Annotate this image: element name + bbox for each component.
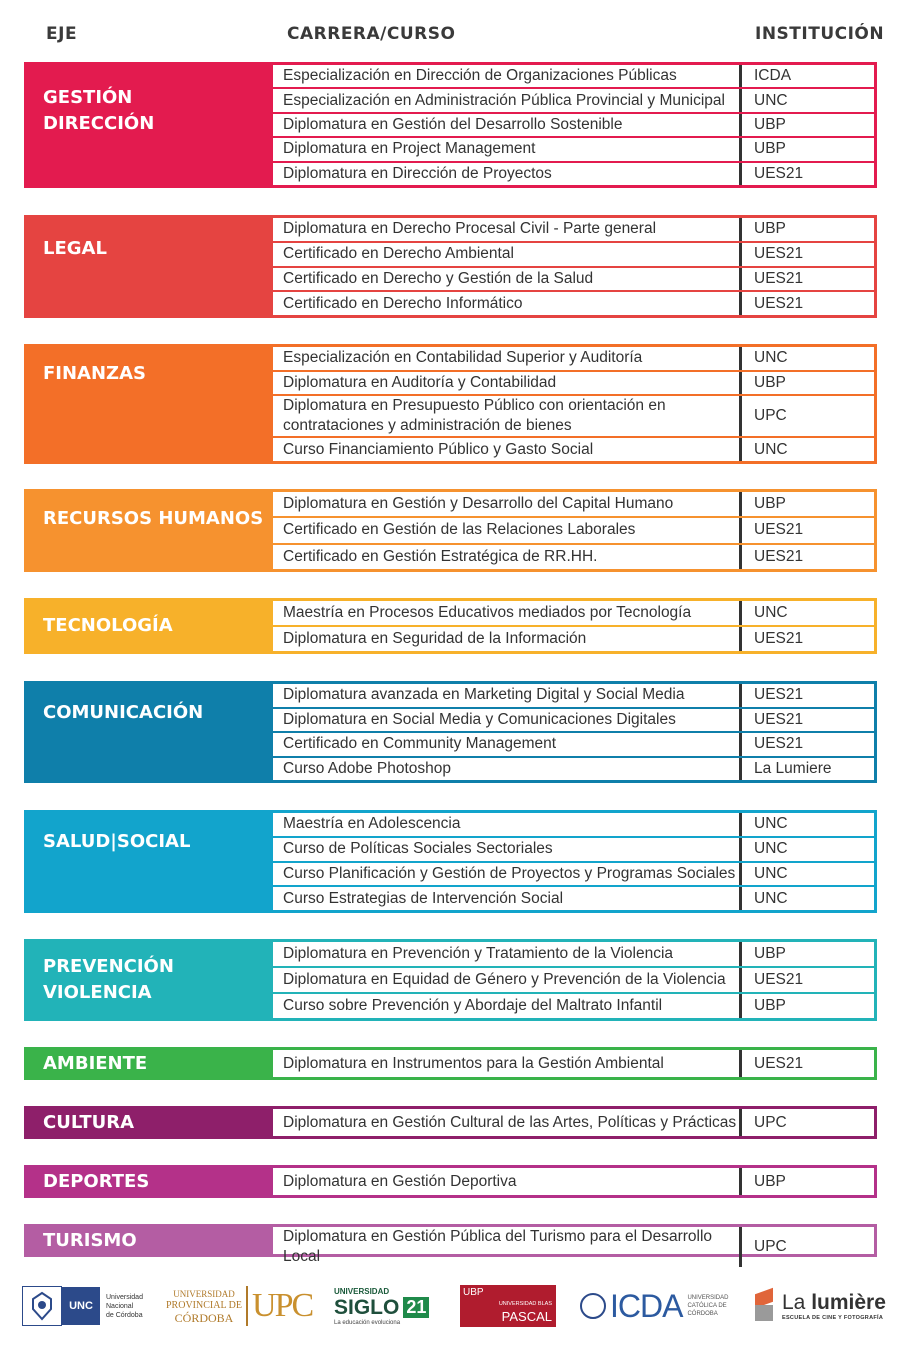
institution-cell	[742, 518, 874, 542]
siglo-name: SIGLO	[334, 1295, 400, 1319]
course-name: Diplomatura en Presupuesto Público con orientación en contrataciones y administración de bienes	[283, 397, 666, 435]
icda-line2: CATÓLICA DE	[687, 1303, 727, 1309]
course-cell	[273, 163, 742, 185]
course-cell	[273, 492, 742, 516]
institution-cell	[742, 138, 874, 160]
course-name: Curso Adobe Photoshop	[283, 759, 452, 777]
course-row	[273, 89, 874, 113]
institution-cell	[742, 347, 874, 370]
course-name: Especialización en Contabilidad Superior y Auditoría	[283, 349, 643, 367]
course-row	[273, 114, 874, 138]
upc-logo	[166, 1282, 312, 1330]
course-name: Curso sobre Prevención y Abordaje del Maltrato Infantil	[283, 997, 663, 1014]
course-row	[273, 813, 874, 838]
eje-block	[24, 1047, 877, 1080]
lumiere-name-b: lumière	[811, 1291, 886, 1314]
course-cell	[273, 709, 742, 732]
institution-cell	[742, 545, 874, 569]
course-name: Diplomatura en Gestión y Desarrollo del Capital Humano	[283, 495, 674, 513]
ubp-line2: PASCAL	[501, 1309, 552, 1324]
course-cell	[273, 268, 742, 291]
institution-name: UNC	[754, 889, 788, 907]
course-name: Diplomatura en Project Management	[283, 140, 536, 158]
course-cell	[273, 968, 742, 992]
institution-cell	[742, 887, 874, 910]
institution-cell	[742, 114, 874, 136]
course-row	[273, 1109, 874, 1136]
course-name: Diplomatura en Gestión Cultural de las Artes, Políticas y Prácticas	[283, 1113, 737, 1131]
course-name: Certificado en Derecho Ambiental	[283, 245, 514, 263]
institution-cell	[742, 813, 874, 836]
eje-block	[24, 810, 877, 913]
eje-label	[27, 1227, 273, 1254]
course-name: Curso Planificación y Gestión de Proyectos y Programas Sociales	[283, 864, 736, 882]
institution-name: UES21	[754, 164, 804, 182]
institution-name: UNC	[754, 91, 788, 109]
course-row	[273, 863, 874, 888]
institution-name: UBP	[754, 495, 786, 513]
eje-label	[27, 684, 273, 780]
institution-cell	[742, 1168, 874, 1195]
course-row	[273, 601, 874, 627]
institution-name: UNC	[754, 815, 788, 833]
course-list	[273, 347, 874, 461]
institution-cell	[742, 1227, 874, 1267]
eje-label	[27, 942, 273, 1018]
course-cell	[273, 292, 742, 315]
icda-abbr: ICDA	[610, 1287, 683, 1324]
course-name: Diplomatura en Dirección de Proyectos	[283, 164, 552, 182]
course-list	[273, 1050, 874, 1077]
institution-name: ICDA	[754, 67, 792, 85]
course-name: Certificado en Gestión Estratégica de RR.HH.	[283, 547, 598, 565]
institution-cell	[742, 492, 874, 516]
course-name: Certificado en Gestión de las Relaciones Laborales	[283, 521, 636, 539]
course-name: Especialización en Dirección de Organizaciones Públicas	[283, 67, 677, 85]
course-row	[273, 292, 874, 315]
course-name: Diplomatura en Instrumentos para la Gestión Ambiental	[283, 1054, 664, 1072]
lumiere-name-a: La	[782, 1291, 812, 1314]
course-row	[273, 709, 874, 734]
course-name: Diplomatura en Derecho Procesal Civil - Parte general	[283, 220, 657, 238]
institution-cell	[742, 942, 874, 966]
upc-mark: UPC	[252, 1287, 313, 1324]
course-row	[273, 518, 874, 544]
course-name: Curso Estrategias de Intervención Social	[283, 889, 564, 907]
eje-label	[27, 1168, 273, 1195]
institution-name: UES21	[754, 971, 804, 988]
institution-name: UNC	[754, 864, 788, 882]
institution-name: UES21	[754, 521, 804, 539]
course-cell	[273, 627, 742, 651]
institution-name: UPC	[754, 407, 787, 425]
header-eje: EJE	[46, 24, 78, 44]
lumiere-cube-icon	[752, 1289, 778, 1323]
course-row	[273, 268, 874, 293]
course-list	[273, 492, 874, 569]
course-row	[273, 758, 874, 781]
course-cell	[273, 372, 742, 395]
course-name: Maestría en Procesos Educativos mediados por Tecnología	[283, 604, 692, 621]
eje-label-line: DEPORTES	[43, 1170, 150, 1192]
course-row	[273, 942, 874, 968]
institution-cell	[742, 684, 874, 707]
course-cell	[273, 138, 742, 160]
unc-seal-icon	[22, 1286, 62, 1326]
institution-cell	[742, 372, 874, 395]
institution-name: UBP	[754, 116, 786, 134]
course-list	[273, 1168, 874, 1195]
course-row	[273, 887, 874, 910]
course-cell	[273, 1168, 742, 1195]
course-list	[273, 942, 874, 1018]
course-row	[273, 1168, 874, 1195]
lumiere-tag: ESCUELA DE CINE Y FOTOGRAFÍA	[782, 1315, 884, 1321]
eje-block	[24, 62, 877, 188]
eje-label-line: VIOLENCIA	[43, 982, 152, 1003]
unc-line3: de Córdoba	[106, 1311, 143, 1319]
course-cell	[273, 684, 742, 707]
course-row	[273, 163, 874, 185]
institution-cell	[742, 838, 874, 861]
institution-name: UES21	[754, 245, 804, 263]
eje-label-line: PREVENCIÓN	[43, 956, 174, 977]
institution-name: UES21	[754, 710, 804, 728]
unc-line2: Nacional	[106, 1302, 134, 1310]
ubp-abbr: UBP	[463, 1287, 484, 1298]
course-name: Certificado en Derecho Informático	[283, 294, 523, 312]
course-cell	[273, 758, 742, 781]
eje-label-line: TURISMO	[43, 1229, 137, 1251]
institution-cell	[742, 968, 874, 992]
course-name: Diplomatura en Gestión Pública del Turismo para el Desarrollo Local	[283, 1228, 713, 1265]
institution-name: La Lumiere	[754, 759, 832, 777]
course-cell	[273, 863, 742, 886]
eje-block	[24, 598, 877, 654]
course-cell	[273, 1109, 742, 1136]
course-row	[273, 65, 874, 89]
header-carrera: CARRERA/CURSO	[287, 24, 456, 44]
course-row	[273, 243, 874, 268]
icda-line1: UNIVERSIDAD	[687, 1295, 729, 1301]
course-cell	[273, 396, 742, 436]
institution-cell	[742, 89, 874, 111]
course-name: Certificado en Community Management	[283, 735, 557, 753]
course-cell	[273, 438, 742, 461]
course-cell	[273, 218, 742, 241]
course-name: Curso Financiamiento Público y Gasto Social	[283, 440, 594, 458]
logo-strip	[0, 1282, 900, 1332]
eje-block	[24, 939, 877, 1021]
institution-cell	[742, 218, 874, 241]
institution-name: UNC	[754, 349, 788, 367]
institution-name: UES21	[754, 269, 804, 287]
institution-name: UES21	[754, 1054, 804, 1072]
eje-block	[24, 489, 877, 572]
institution-cell	[742, 163, 874, 185]
course-row	[273, 347, 874, 372]
course-cell	[273, 65, 742, 87]
course-cell	[273, 942, 742, 966]
eje-label	[27, 1109, 273, 1136]
eje-block	[24, 344, 877, 464]
eje-label-line: DIRECCIÓN	[43, 113, 155, 134]
eje-block	[24, 1224, 877, 1265]
course-list	[273, 813, 874, 910]
institution-cell	[742, 65, 874, 87]
eje-label-line: GESTIÓN	[43, 87, 133, 108]
institution-cell	[742, 627, 874, 651]
course-row	[273, 396, 874, 438]
siglo-tag: La educación evoluciona	[334, 1319, 401, 1326]
course-cell	[273, 733, 742, 756]
course-row	[273, 372, 874, 397]
course-row	[273, 838, 874, 863]
eje-label-line: COMUNICACIÓN	[43, 702, 204, 723]
course-list	[273, 1227, 874, 1265]
eje-label	[27, 65, 273, 185]
institution-cell	[742, 994, 874, 1018]
course-name: Diplomatura en Auditoría y Contabilidad	[283, 374, 557, 391]
institution-name: UBP	[754, 374, 786, 391]
institution-name: UES21	[754, 686, 804, 704]
eje-block	[24, 1106, 877, 1139]
unc-logo	[22, 1282, 143, 1330]
institution-cell	[742, 1050, 874, 1077]
course-name: Diplomatura en Equidad de Género y Prevención de la Violencia	[283, 971, 726, 988]
course-row	[273, 733, 874, 758]
institution-cell	[742, 709, 874, 732]
course-row	[273, 438, 874, 461]
course-list	[273, 601, 874, 651]
course-row	[273, 1227, 874, 1267]
course-cell	[273, 994, 742, 1018]
course-cell	[273, 243, 742, 266]
unc-abbr: UNC	[62, 1287, 100, 1325]
course-name: Diplomatura en Social Media y Comunicaciones Digitales	[283, 710, 676, 728]
institution-name: UBP	[754, 997, 786, 1014]
course-cell	[273, 114, 742, 136]
course-cell	[273, 518, 742, 542]
unc-line1: Universidad	[106, 1293, 143, 1301]
ubp-logo	[460, 1282, 556, 1330]
institution-cell	[742, 438, 874, 461]
institution-cell	[742, 292, 874, 315]
course-name: Diplomatura en Prevención y Tratamiento de la Violencia	[283, 945, 674, 962]
course-cell	[273, 838, 742, 861]
course-row	[273, 968, 874, 994]
institution-cell	[742, 758, 874, 781]
lumiere-logo	[752, 1282, 886, 1330]
institution-name: UES21	[754, 735, 804, 753]
course-name: Diplomatura avanzada en Marketing Digital y Social Media	[283, 686, 685, 704]
course-name: Maestría en Adolescencia	[283, 815, 461, 833]
eje-label-line: AMBIENTE	[43, 1052, 148, 1074]
icda-logo	[580, 1282, 728, 1330]
eje-block	[24, 215, 877, 318]
institution-name: UES21	[754, 630, 804, 647]
upc-line3: CÓRDOBA	[174, 1311, 234, 1325]
course-cell	[273, 89, 742, 111]
eje-label	[27, 347, 273, 461]
institution-name: UNC	[754, 440, 788, 458]
course-row	[273, 1050, 874, 1077]
institution-name: UPC	[754, 1113, 787, 1131]
upc-line1: UNIVERSIDAD	[173, 1289, 235, 1299]
course-name: Diplomatura en Gestión del Desarrollo Sostenible	[283, 116, 623, 134]
course-row	[273, 627, 874, 651]
course-name: Curso de Políticas Sociales Sectoriales	[283, 840, 553, 858]
institution-cell	[742, 396, 874, 436]
institution-name: UBP	[754, 945, 786, 962]
course-name: Especialización en Administración Pública Provincial y Municipal	[283, 91, 725, 109]
institution-cell	[742, 601, 874, 625]
siglo-num: 21	[403, 1297, 429, 1318]
institution-name: UPC	[754, 1238, 787, 1255]
course-list	[273, 1109, 874, 1136]
institution-name: UBP	[754, 1172, 786, 1190]
eje-label	[27, 218, 273, 315]
institution-cell	[742, 268, 874, 291]
course-list	[273, 684, 874, 780]
institution-name: UES21	[754, 294, 804, 312]
eje-label-line: FINANZAS	[43, 363, 146, 384]
ubp-line1: UNIVERSIDAD BLAS	[498, 1301, 552, 1307]
institution-cell	[742, 1109, 874, 1136]
course-cell	[273, 887, 742, 910]
eje-label-line: CULTURA	[43, 1111, 135, 1133]
institution-name: UBP	[754, 140, 786, 158]
siglo-top: UNIVERSIDAD	[334, 1286, 390, 1296]
eje-label-line: LEGAL	[43, 238, 107, 259]
institution-name: UBP	[754, 220, 786, 238]
course-cell	[273, 1227, 742, 1267]
institution-name: UNC	[754, 604, 788, 621]
eje-label	[27, 813, 273, 910]
eje-label	[27, 601, 273, 651]
course-row	[273, 684, 874, 709]
course-cell	[273, 601, 742, 625]
course-cell	[273, 545, 742, 569]
icda-line3: CÓRDOBA	[687, 1311, 718, 1317]
course-row	[273, 994, 874, 1018]
upc-line2: PROVINCIAL DE	[166, 1300, 243, 1311]
course-cell	[273, 813, 742, 836]
course-name: Certificado en Derecho y Gestión de la Salud	[283, 269, 594, 287]
institution-cell	[742, 243, 874, 266]
course-name: Diplomatura en Seguridad de la Información	[283, 630, 587, 647]
eje-label-line: SALUD|SOCIAL	[43, 831, 191, 852]
institution-cell	[742, 733, 874, 756]
eje-label-line: TECNOLOGÍA	[43, 615, 173, 636]
eje-block	[24, 1165, 877, 1198]
header-institucion: INSTITUCIÓN	[755, 24, 885, 44]
course-row	[273, 138, 874, 162]
eje-label	[27, 1050, 273, 1077]
course-row	[273, 492, 874, 518]
siglo21-logo	[334, 1282, 429, 1330]
course-row	[273, 218, 874, 243]
institution-cell	[742, 863, 874, 886]
course-list	[273, 65, 874, 185]
eje-label-line: RECURSOS HUMANOS	[43, 508, 264, 529]
course-name: Diplomatura en Gestión Deportiva	[283, 1172, 517, 1190]
institution-name: UES21	[754, 547, 804, 565]
course-cell	[273, 347, 742, 370]
course-list	[273, 218, 874, 315]
course-row	[273, 545, 874, 569]
icda-seal-icon	[580, 1293, 606, 1319]
eje-label	[27, 492, 273, 569]
institution-name: UNC	[754, 840, 788, 858]
eje-block	[24, 681, 877, 783]
course-cell	[273, 1050, 742, 1077]
